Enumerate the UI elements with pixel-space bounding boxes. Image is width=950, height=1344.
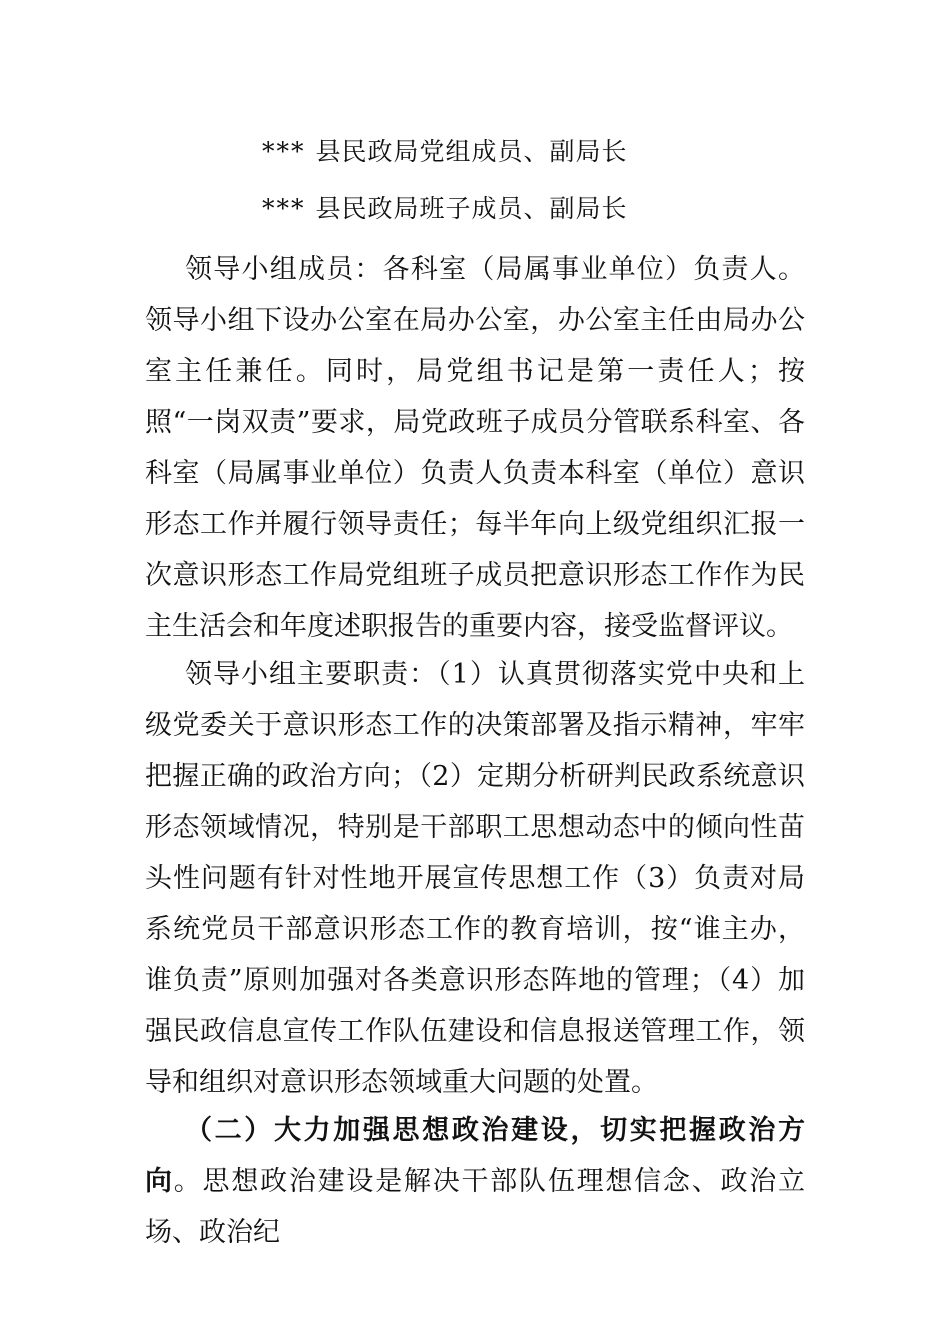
leader-title: 县民政局班子成员、副局长 [315,194,628,223]
leader-line-2 [262,194,628,224]
duties-paragraph: 领导小组主要职责：（1）认真贯彻落实党中央和上级党委关于意识形态工作的决策部署及指示精神，牢牢把握正确的政治方向；（2）定期分析研判民政系统意识形态领域情况，特别是干部职工思想动态中的倾向性苗头性问题有针对性地开展宣传思想工作（3）负责对局系统党员干部意识形态工作的教育培训，按“谁主办，谁负责”原则加强对各类意识形态阵地的管理；（4）加强民政信息宣传工作队伍建设和信息报送管理工作，领导和组织对意识形态领域重大问题的处置。 [145,659,805,1098]
leader-title: 县民政局党组成员、副局长 [315,137,628,166]
section-2-body: 。思想政治建设是解决干部队伍理想信念、政治立场、政治纪 [145,1166,806,1248]
section-2-heading: （二）大力加强思想政治建设，切实把握政治方向 [145,1115,805,1197]
members-paragraph: 领导小组成员：各科室（局属事业单位）负责人。领导小组下设办公室在局办公室，办公室主任由局办公室主任兼任。同时，局党组书记是第一责任人；按照“一岗双责”要求，局党政班子成员分管联系科室、各科室（局属事业单位）负责人负责本科室（单位）意识形态工作并履行领导责任；每半年向上级党组织汇报一次意识形态工作局党组班子成员把意识形态工作作为民主生活会和年度述职报告的重要内容，接受监督评议。 [145,254,805,642]
section-2-paragraph [145,1105,805,1258]
leader-name-mask: *** [262,194,306,223]
leader-name-mask: *** [262,137,306,166]
leader-line-1 [262,137,628,167]
